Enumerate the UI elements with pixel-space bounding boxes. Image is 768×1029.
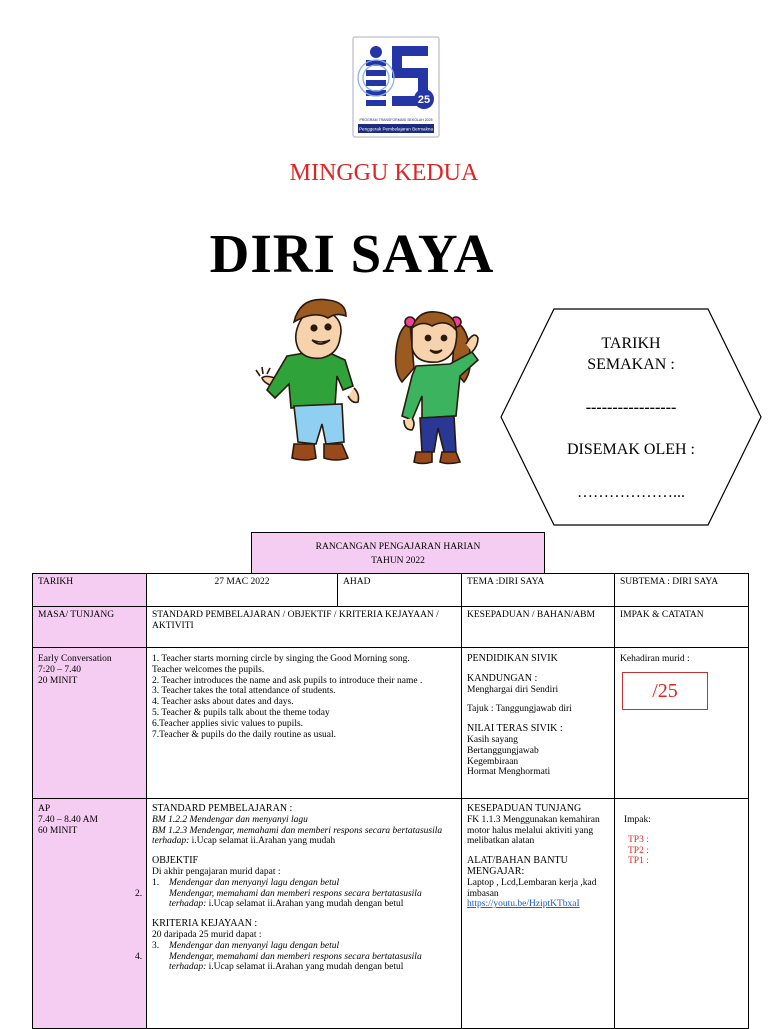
theme-title: DIRI SAYA	[209, 223, 495, 284]
video-link[interactable]: https://youtu.be/HziptKTbxaI	[467, 899, 580, 910]
row2-duration: 60 MINIT	[38, 825, 78, 836]
day-cell: AHAD	[338, 574, 462, 607]
children-illustration	[250, 296, 490, 480]
civic-title: PENDIDIKAN SIVIK	[467, 653, 558, 664]
logo-number: 25	[417, 94, 431, 106]
impact-header: IMPAK & CATATAN	[615, 607, 749, 648]
theme-cell: TEMA :DIRI SAYA	[462, 574, 615, 607]
row1-impact-cell	[615, 648, 749, 799]
activity-2: 2. Teacher introduces the name and ask pupils to introduce their name .	[152, 675, 423, 686]
objective-1-number: 1.	[152, 877, 160, 888]
topic-value: Tajuk : Tanggungjawab diri	[467, 704, 572, 715]
reviewer-line: ………………...	[577, 484, 685, 501]
objective-2: Mendengar, memahami dan memberi respons secara bertatasusila terhadap:	[169, 888, 422, 910]
logo-caption-top: PROGRAM TRANSFORMASI SEKOLAH 2025	[359, 118, 433, 122]
tp1-label: TP1 :	[628, 856, 649, 867]
activity-5: 5. Teacher & pupils talk about the theme today	[152, 707, 330, 718]
row1-time: 7:20 – 7.40	[38, 664, 82, 675]
row1-session: Early Conversation	[38, 654, 112, 664]
row1-civic-cell	[462, 648, 615, 799]
objective-2-detail: i.Ucap selamat ii.Arahan yang mudah dengan betul	[206, 899, 404, 910]
standard-1: BM 1.2.2 Mendengar dan menyanyi lagu	[152, 814, 308, 825]
criteria-2-detail: i.Ucap selamat ii.Arahan yang mudah dengan betul	[206, 962, 404, 973]
content-value: Menghargai diri Sendiri	[467, 684, 559, 695]
column-header-row	[33, 607, 749, 648]
lesson-plan-table	[32, 573, 749, 1029]
attendance-count: /25	[652, 679, 678, 702]
content-label: KANDUNGAN :	[467, 672, 538, 684]
criteria-intro: 20 daripada 25 murid dapat :	[152, 929, 262, 940]
attendance-box	[622, 672, 708, 710]
criteria-label: KRITERIA KEJAYAAN :	[152, 918, 258, 930]
reviewer-label: DISEMAK OLEH :	[567, 441, 695, 458]
criteria-1-number: 3.	[152, 940, 160, 951]
activity-6: 6.Teacher applies sivic values to pupils.	[152, 718, 304, 729]
plan-year: TAHUN 2022	[371, 556, 425, 566]
standard-2-detail: i.Ucap selamat ii.Arahan yang mudah	[189, 836, 336, 847]
activity-4: 4. Teacher asks about dates and days.	[152, 697, 294, 708]
integration-header: KESEPADUAN / BAHAN/ABM	[462, 607, 615, 648]
row1-time-cell	[33, 648, 147, 799]
plan-title: RANCANGAN PENGAJARAN HARIAN	[315, 542, 481, 552]
week-label: MINGGU KEDUA	[289, 160, 479, 186]
objective-1: Mendengar dan menyanyi lagu dengan betul	[169, 877, 340, 888]
row2-time: 7.40 – 8.40 AM	[38, 814, 98, 825]
time-header: MASA/ TUNJANG	[33, 607, 147, 648]
value-4: Hormat Menghormati	[467, 767, 551, 778]
activity-1b: Teacher welcomes the pupils.	[152, 664, 265, 675]
objective-intro: Di akhir pengajaran murid dapat :	[152, 866, 281, 877]
standard-label: STANDARD PEMBELAJARAN :	[152, 803, 293, 814]
row1-duration: 20 MINIT	[38, 675, 78, 686]
review-hexagon	[500, 308, 762, 526]
date-label-cell: TARIKH	[33, 574, 147, 607]
activity-1: 1. Teacher starts morning circle by singing the Good Morning song.	[152, 654, 410, 664]
value-3: Kegembiraan	[467, 756, 519, 767]
materials-label: ALAT/BAHAN BANTU MENGAJAR:	[467, 855, 568, 877]
logo-caption-bottom: Penggerak Pembelajaran Bermakna	[358, 126, 434, 132]
materials-value: Laptop , Lcd,Lembaran kerja ,kad imbasan	[467, 877, 597, 899]
school-transformation-logo	[352, 36, 440, 138]
ap-row	[33, 799, 749, 1029]
review-date-label-1: TARIKH	[601, 335, 661, 352]
row2-impact-cell	[615, 799, 749, 1029]
row1-activities-cell	[147, 648, 462, 799]
attendance-label: Kehadiran murid :	[620, 654, 690, 664]
criteria-1: Mendengar dan menyanyi lagu dengan betul	[169, 940, 340, 951]
row2-session: AP	[38, 804, 51, 814]
lesson-plan-header	[251, 532, 545, 574]
integration-label: KESEPADUAN TUNJANG	[467, 803, 582, 814]
tp2-label: TP2 :	[628, 845, 649, 856]
integration-value: FK 1.1.3 Menggunakan kemahiran motor halus melalui aktiviti yang melibatkan alatan	[467, 814, 600, 847]
objective-label: OBJEKTIF	[152, 855, 199, 867]
review-date-label-2: SEMAKAN :	[587, 356, 675, 373]
criteria-2: Mendengar, memahami dan memberi respons secara bertatasusila terhadap:	[169, 951, 422, 973]
early-conversation-row	[33, 648, 749, 799]
activity-7: 7.Teacher & pupils do the daily routine as usual.	[152, 729, 337, 740]
criteria-2-number: 4.	[135, 951, 143, 962]
standard-2: BM 1.2.3 Mendengar, memahami dan memberi respons secara bertatasusila terhadap:	[152, 825, 443, 847]
review-date-line: -----------------	[585, 399, 677, 416]
standard-header: STANDARD PEMBELAJARAN / OBJEKTIF / KRITERIA KEJAYAAN / AKTIVITI	[147, 607, 462, 648]
row2-integration-cell	[462, 799, 615, 1029]
activity-3: 3. Teacher takes the total attendance of students.	[152, 686, 336, 697]
girl-figure	[396, 312, 478, 464]
row2-time-cell	[33, 799, 147, 1029]
date-cell: 27 MAC 2022	[147, 574, 338, 607]
impact-label: Impak:	[624, 815, 651, 825]
subtheme-cell: SUBTEMA : DIRI SAYA	[615, 574, 749, 607]
info-row	[33, 574, 749, 607]
value-1: Kasih sayang	[467, 734, 518, 745]
row2-standard-cell	[135, 799, 462, 1029]
values-label: NILAI TERAS SIVIK :	[467, 723, 563, 735]
boy-figure	[256, 299, 359, 460]
objective-2-number: 2.	[135, 888, 143, 899]
value-2: Bertanggungjawab	[467, 745, 539, 756]
tp3-label: TP3 :	[628, 834, 649, 845]
